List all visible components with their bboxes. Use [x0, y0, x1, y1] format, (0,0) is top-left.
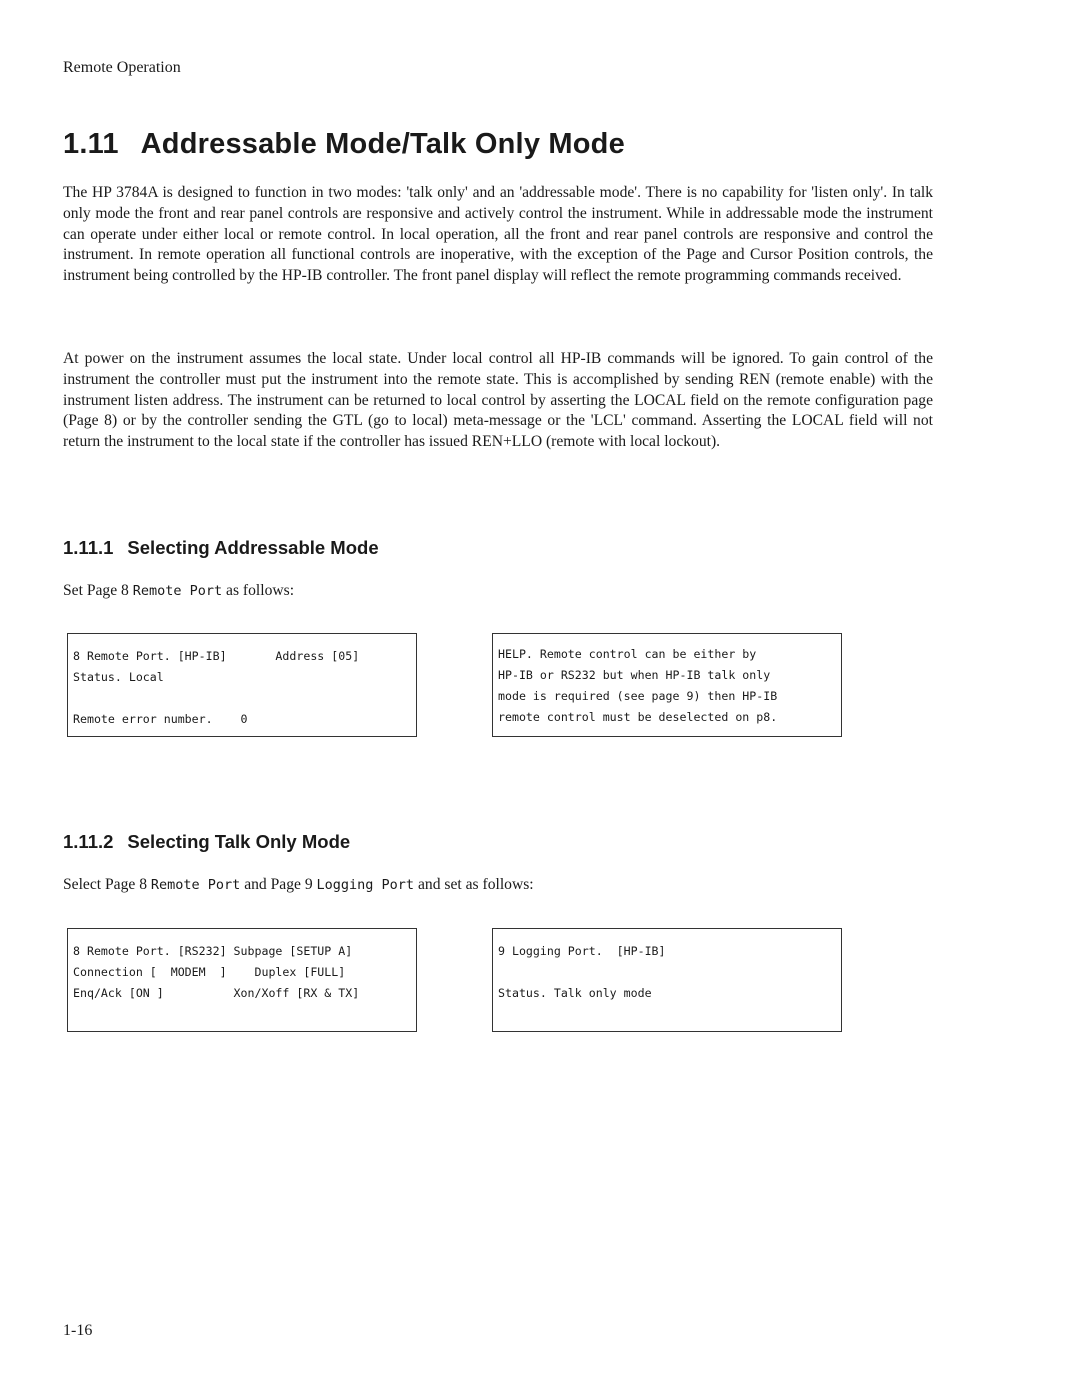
intro-text: Select Page 8: [63, 876, 151, 893]
paragraph: At power on the instrument assumes the local state. Under local control all HP-IB commands will be ignored. To gain control of the instrument the controller must put the instrument into the remote state. This is accomplished by sending REN (remote enable) with the instrument listen address. The instrument can be returned to local control by asserting the LOCAL field on the remote configuration page (Page 8) or by the controller sending the GTL (go to local) meta-message or the 'LCL' command. Asserting the LOCAL field will not return the instrument to the local state if the controller has issued REN+LLO (remote with local lockout).: [63, 350, 933, 451]
screen-line: [498, 962, 841, 983]
screen-line: Remote error number. 0: [73, 712, 248, 726]
subsection-heading: [63, 537, 379, 559]
screen-display-remote-port-rs232: [67, 928, 417, 1032]
intro-text: and Page 9: [240, 876, 317, 893]
screen-line: 9 Logging Port. [HP-IB]: [498, 944, 666, 958]
subsection-number: 1.11.1: [63, 537, 114, 558]
screen-line: 8 Remote Port. [HP-IB] Address [05]: [73, 649, 360, 663]
subsection-number: 1.11.2: [63, 831, 114, 852]
subsection-intro: [63, 582, 294, 600]
page-title: [63, 128, 625, 161]
section-number: 1.11: [63, 128, 119, 160]
screen-line: Connection [ MODEM ] Duplex [FULL]: [73, 965, 346, 979]
screen-line: remote control must be deselected on p8.: [498, 710, 778, 724]
intro-text: as follows:: [222, 582, 295, 599]
subsection-title: Selecting Talk Only Mode: [127, 831, 351, 852]
page-number: 1-16: [63, 1322, 93, 1339]
screen-line: [73, 688, 416, 709]
subsection-title: Selecting Addressable Mode: [127, 537, 379, 558]
screen-line: HELP. Remote control can be either by: [498, 647, 757, 661]
screen-display-help: [492, 633, 842, 737]
intro-text: Set Page 8: [63, 582, 133, 599]
screen-line: mode is required (see page 9) then HP-IB: [498, 689, 778, 703]
screen-line: 8 Remote Port. [RS232] Subpage [SETUP A]: [73, 944, 353, 958]
screen-display-remote-port: [67, 633, 417, 737]
screen-display-logging-port: [492, 928, 842, 1032]
intro-field: Remote Port: [132, 583, 223, 599]
subsection-intro: [63, 876, 534, 894]
screen-line: HP-IB or RS232 but when HP-IB talk only: [498, 668, 771, 682]
screen-line: Enq/Ack [ON ] Xon/Xoff [RX & TX]: [73, 986, 360, 1000]
screen-line: Status. Local: [73, 670, 164, 684]
intro-field: Remote Port: [150, 877, 241, 893]
running-header: Remote Operation: [63, 59, 181, 76]
subsection-heading: [63, 831, 350, 853]
section-title: Addressable Mode/Talk Only Mode: [140, 128, 625, 160]
intro-field: Logging Port: [316, 877, 415, 893]
screen-line: Status. Talk only mode: [498, 986, 652, 1000]
intro-text: and set as follows:: [414, 876, 534, 893]
paragraph: The HP 3784A is designed to function in two modes: 'talk only' and an 'addressable mode'. There is no capability for 'listen only'. In talk only mode the front and rear panel controls are responsive and actively control the instrument. While in addressable mode the instrument can operate under either local or remote control. In local operation, all the front and rear panel controls are responsive and control the instrument. In remote operation all functional controls are inoperative, with the exception of the Page and Cursor Position controls, the instrument being controlled by the HP-IB controller. The front panel display will reflect the remote programming commands received.: [63, 184, 933, 285]
